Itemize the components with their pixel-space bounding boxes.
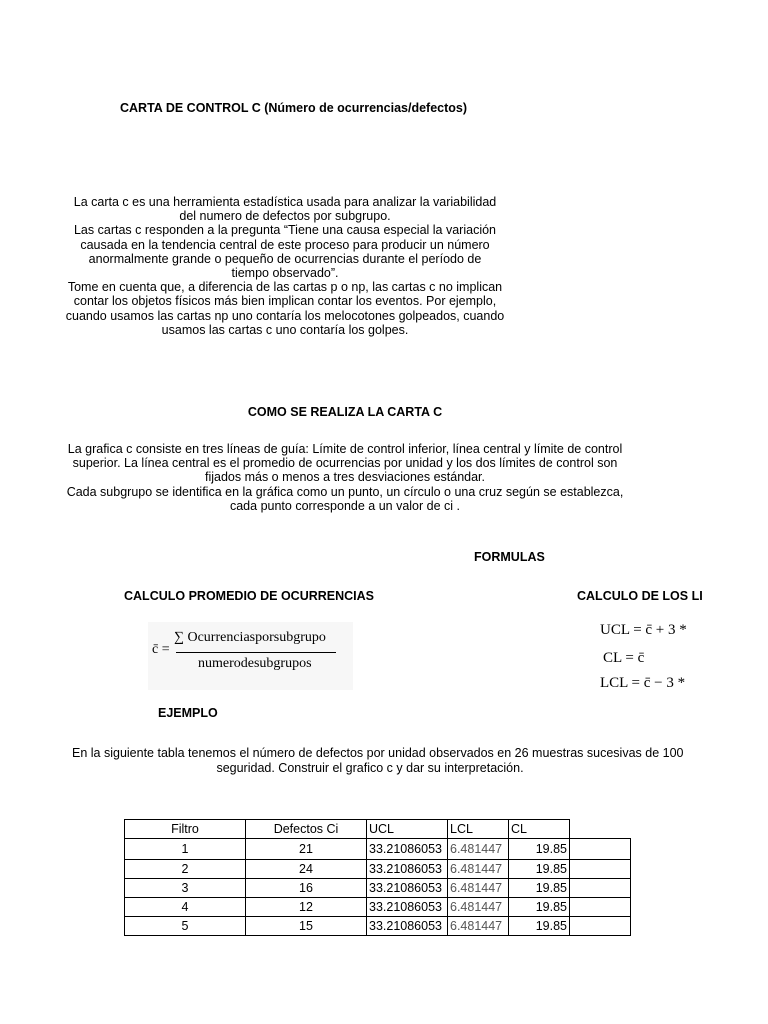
cell-cl: 19.85 <box>509 860 570 879</box>
how-paragraph <box>40 442 650 513</box>
cl-formula: CL = c̄ <box>603 650 645 666</box>
intro-line: causada en la tendencia central de este proceso para producir un número <box>80 237 490 252</box>
average-heading: CALCULO PROMEDIO DE OCURRENCIAS <box>124 589 375 603</box>
how-line: fijados más o menos a tres desviaciones estándar. <box>204 470 485 485</box>
cell-ucl: 33.21086053 <box>367 917 448 936</box>
cell-lcl: 6.481447 <box>448 839 509 860</box>
header-lcl: LCL <box>448 820 509 839</box>
example-line: seguridad. Construir el grafico c y dar su interpretación. <box>216 761 524 775</box>
cell-empty <box>570 860 631 879</box>
limits-heading: CALCULO DE LOS LI <box>577 589 703 603</box>
cell-filtro: 2 <box>125 860 246 879</box>
cell-filtro: 3 <box>125 879 246 898</box>
intro-line: anormalmente grande o pequeño de ocurrencias durante el período de <box>88 251 482 266</box>
cell-ucl: 33.21086053 <box>367 879 448 898</box>
ucl-formula: UCL = c̄ + 3 * <box>600 622 687 638</box>
formulas-heading: FORMULAS <box>474 550 545 564</box>
how-line: cada punto corresponde a un valor de ci . <box>229 498 460 513</box>
table-header-row <box>125 820 631 839</box>
how-line: Cada subgrupo se identifica en la gráfica como un punto, un círculo o una cruz según se establezca, <box>66 484 624 499</box>
cell-defectos: 21 <box>246 839 367 860</box>
example-line: En la siguiente tabla tenemos el número de defectos por unidad observados en 26 muestras sucesivas de 100 <box>72 746 684 760</box>
cell-cl: 19.85 <box>509 879 570 898</box>
cell-empty <box>570 898 631 917</box>
cell-lcl: 6.481447 <box>448 879 509 898</box>
defects-table <box>124 819 631 936</box>
formula-denominator: numerodesubgrupos <box>198 656 312 671</box>
cell-cl: 19.85 <box>509 839 570 860</box>
cell-filtro: 5 <box>125 917 246 936</box>
cell-ucl: 33.21086053 <box>367 898 448 917</box>
cell-cl: 19.85 <box>509 917 570 936</box>
page-title: CARTA DE CONTROL C (Número de ocurrencias/defectos) <box>120 101 468 115</box>
cell-defectos: 16 <box>246 879 367 898</box>
intro-line: Tome en cuenta que, a diferencia de las cartas p o np, las cartas c no implican <box>67 280 503 295</box>
cell-lcl: 6.481447 <box>448 898 509 917</box>
intro-paragraph <box>40 195 530 337</box>
intro-line: La carta c es una herramienta estadística usada para analizar la variabilidad <box>73 195 497 209</box>
table-row <box>125 898 631 917</box>
lcl-formula: LCL = c̄ − 3 * <box>600 675 686 691</box>
table-row <box>125 839 631 860</box>
cell-lcl: 6.481447 <box>448 917 509 936</box>
intro-line: tiempo observado”. <box>231 266 339 281</box>
table-row <box>125 879 631 898</box>
average-formula <box>148 622 353 690</box>
how-heading: COMO SE REALIZA LA CARTA C <box>247 405 443 419</box>
cell-cl: 19.85 <box>509 898 570 917</box>
intro-line: del numero de defectos por subgrupo. <box>179 209 391 224</box>
table-row <box>125 860 631 879</box>
cell-filtro: 4 <box>125 898 246 917</box>
intro-line: cuando usamos las cartas np uno contaría los melocotones golpeados, cuando <box>65 308 505 323</box>
cell-ucl: 33.21086053 <box>367 839 448 860</box>
cell-ucl: 33.21086053 <box>367 860 448 879</box>
how-line: La grafica c consiste en tres líneas de guía: Límite de control inferior, línea central y límite de control <box>67 442 623 456</box>
header-filtro: Filtro <box>125 820 246 839</box>
header-defectos: Defectos Ci <box>246 820 367 839</box>
header-empty <box>570 820 631 839</box>
cell-empty <box>570 839 631 860</box>
intro-line: contar los objetos físicos más bien implican contar los eventos. Por ejemplo, <box>73 294 497 309</box>
header-cl: CL <box>509 820 570 839</box>
cell-empty <box>570 879 631 898</box>
intro-line: usamos las cartas c uno contaría los golpes. <box>161 322 409 337</box>
cell-defectos: 24 <box>246 860 367 879</box>
formula-numerator: ∑ Ocurrenciasporsubgrupo <box>174 630 326 645</box>
cell-empty <box>570 917 631 936</box>
table-row <box>125 917 631 936</box>
formula-lhs: c̄ = <box>152 642 170 657</box>
cell-defectos: 15 <box>246 917 367 936</box>
example-heading: EJEMPLO <box>158 706 218 720</box>
fraction-bar <box>176 652 336 653</box>
cell-filtro: 1 <box>125 839 246 860</box>
header-ucl: UCL <box>367 820 448 839</box>
cell-defectos: 12 <box>246 898 367 917</box>
cell-lcl: 6.481447 <box>448 860 509 879</box>
how-line: superior. La línea central es el promedio de ocurrencias por unidad y los dos límites de control son <box>72 456 618 471</box>
intro-line: Las cartas c responden a la pregunta “Tiene una causa especial la variación <box>73 223 496 238</box>
